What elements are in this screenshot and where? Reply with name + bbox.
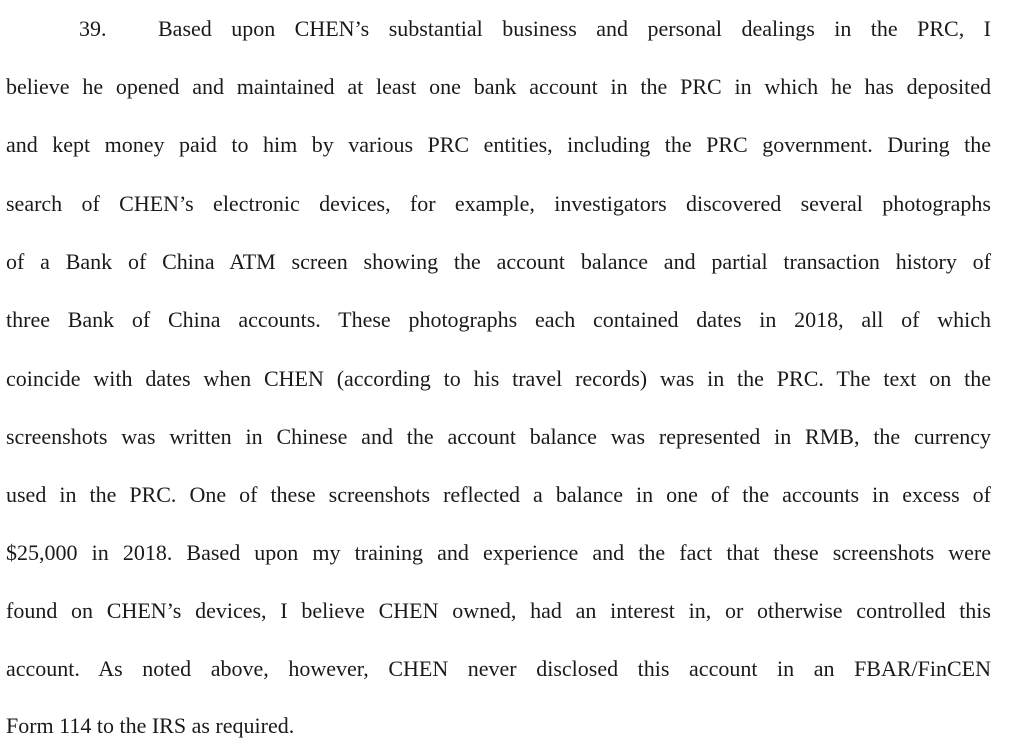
paragraph-line-3: and kept money paid to him by various PRC entities, including the PRC government. During the	[6, 132, 991, 157]
paragraph-line-8: screenshots was written in Chinese and the account balance was represented in RMB, the currency	[6, 424, 991, 449]
paragraph-line-11: found on CHEN’s devices, I believe CHEN owned, had an interest in, or otherwise controlled this	[6, 598, 991, 623]
paragraph-line-6: three Bank of China accounts. These photographs each contained dates in 2018, all of which	[6, 307, 991, 332]
paragraph-line-12: account. As noted above, however, CHEN never disclosed this account in an FBAR/FinCEN	[6, 656, 991, 681]
paragraph-line-13: Form 114 to the IRS as required.	[6, 713, 295, 738]
paragraph-line-2: believe he opened and maintained at least one bank account in the PRC in which he has deposited	[6, 74, 991, 99]
paragraph-line-9: used in the PRC. One of these screenshots reflected a balance in one of the accounts in excess of	[6, 482, 991, 507]
paragraph-line-5: of a Bank of China ATM screen showing the account balance and partial transaction history of	[6, 249, 991, 274]
paragraph-number: 39.	[79, 16, 107, 41]
paragraph-line-4: search of CHEN’s electronic devices, for example, investigators discovered several photographs	[6, 191, 991, 216]
paragraph-line-1: Based upon CHEN’s substantial business and personal dealings in the PRC, I	[158, 16, 991, 41]
paragraph-line-10: $25,000 in 2018. Based upon my training and experience and the fact that these screenshots were	[6, 540, 991, 565]
paragraph-line-7: coincide with dates when CHEN (according to his travel records) was in the PRC. The text on the	[6, 366, 991, 391]
